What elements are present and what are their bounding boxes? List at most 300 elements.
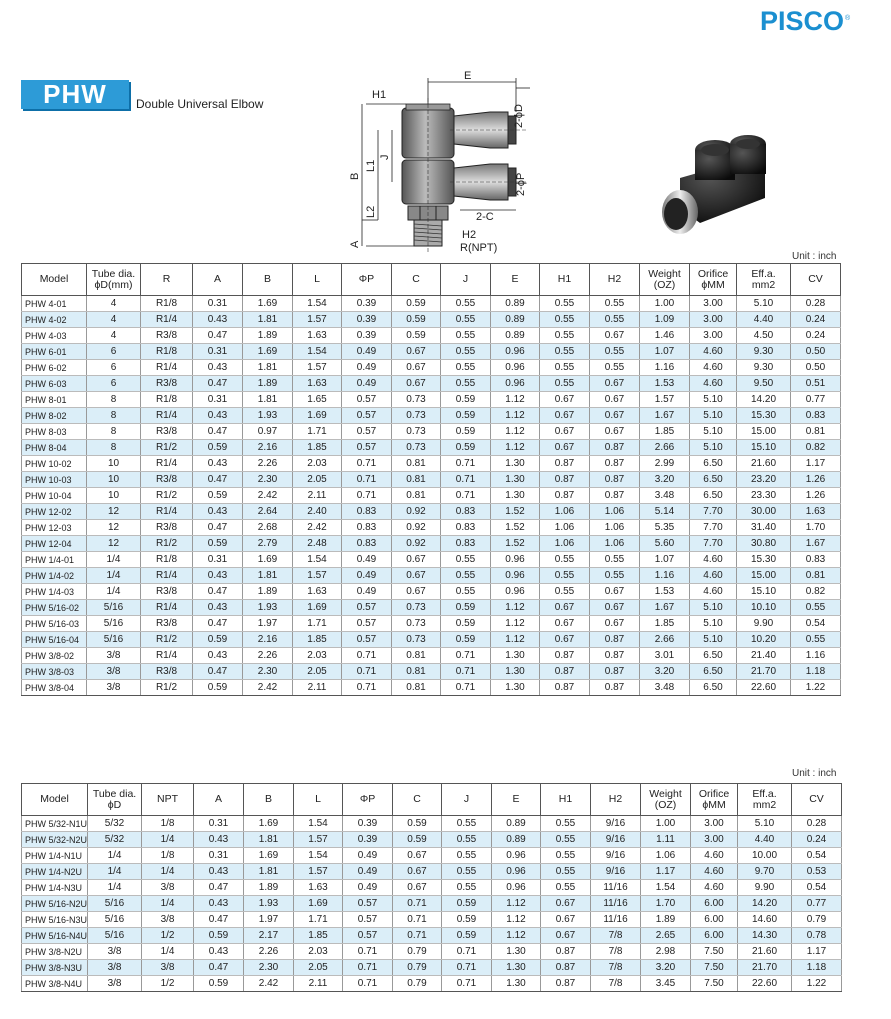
product-photo	[640, 128, 780, 248]
model-cell: PHW 5/16-02	[22, 600, 87, 616]
value-cell: 4.60	[690, 584, 737, 600]
value-cell: 1.16	[640, 360, 690, 376]
column-header: Model	[22, 264, 87, 296]
value-cell: R3/8	[141, 424, 193, 440]
value-cell: 0.71	[342, 680, 392, 696]
value-cell: 0.55	[441, 552, 491, 568]
value-cell: 1.97	[243, 616, 293, 632]
value-cell: 0.71	[441, 472, 491, 488]
value-cell: 2.48	[293, 536, 342, 552]
table-row	[22, 896, 842, 912]
value-cell: R1/2	[141, 488, 193, 504]
table-row	[22, 632, 841, 648]
value-cell: 1.57	[293, 312, 342, 328]
value-cell: 1.67	[640, 408, 690, 424]
value-cell: 0.67	[540, 392, 590, 408]
value-cell: 1.85	[640, 616, 690, 632]
value-cell: 0.59	[441, 440, 491, 456]
table-row	[22, 680, 841, 696]
value-cell: 0.28	[791, 296, 841, 312]
table2-header-row	[22, 784, 842, 816]
value-cell: 0.47	[193, 520, 243, 536]
value-cell: 1.81	[243, 392, 293, 408]
value-cell: 0.47	[194, 912, 244, 928]
value-cell: 0.55	[442, 864, 492, 880]
value-cell: 0.67	[540, 616, 590, 632]
value-cell: 10.00	[738, 848, 792, 864]
value-cell: 1.09	[640, 312, 690, 328]
table-row	[22, 488, 841, 504]
value-cell: 0.67	[392, 360, 441, 376]
value-cell: R1/8	[141, 552, 193, 568]
value-cell: 1/2	[142, 928, 194, 944]
value-cell: 1.93	[243, 408, 293, 424]
value-cell: 14.30	[738, 928, 792, 944]
value-cell: 0.87	[590, 648, 640, 664]
dim-label-l1: L1	[365, 159, 377, 172]
value-cell: 0.82	[791, 584, 841, 600]
table-row	[22, 520, 841, 536]
value-cell: 2.42	[243, 488, 293, 504]
value-cell: 0.71	[442, 976, 492, 992]
value-cell: 0.57	[342, 440, 392, 456]
value-cell: 0.87	[540, 488, 590, 504]
model-cell: PHW 1/4-N3U	[22, 880, 88, 896]
value-cell: 21.60	[737, 456, 791, 472]
value-cell: 3.48	[640, 488, 690, 504]
value-cell: 5/16	[87, 616, 141, 632]
value-cell: 7/8	[591, 928, 641, 944]
value-cell: 3.01	[640, 648, 690, 664]
value-cell: 3.00	[691, 816, 738, 832]
value-cell: 0.47	[194, 880, 244, 896]
value-cell: 1.17	[641, 864, 691, 880]
model-cell: PHW 1/4-N2U	[22, 864, 88, 880]
value-cell: 0.55	[540, 312, 590, 328]
value-cell: 1.12	[491, 440, 540, 456]
value-cell: 0.57	[343, 928, 393, 944]
table-row	[22, 408, 841, 424]
value-cell: 1.89	[243, 328, 293, 344]
value-cell: 5.60	[640, 536, 690, 552]
value-cell: 0.67	[540, 440, 590, 456]
value-cell: 0.67	[590, 600, 640, 616]
value-cell: 5/16	[88, 896, 142, 912]
value-cell: 9/16	[591, 832, 641, 848]
table-row	[22, 392, 841, 408]
value-cell: 0.81	[392, 472, 441, 488]
value-cell: 2.65	[641, 928, 691, 944]
value-cell: 1.54	[293, 344, 342, 360]
value-cell: 0.87	[590, 440, 640, 456]
value-cell: 0.59	[193, 680, 243, 696]
value-cell: 6	[87, 376, 141, 392]
value-cell: 1.06	[540, 520, 590, 536]
value-cell: 0.67	[392, 344, 441, 360]
value-cell: 6	[87, 360, 141, 376]
value-cell: 0.81	[392, 456, 441, 472]
value-cell: 7.70	[690, 536, 737, 552]
value-cell: 4.40	[738, 832, 792, 848]
value-cell: 1.71	[293, 424, 342, 440]
value-cell: 1.81	[243, 568, 293, 584]
value-cell: 12	[87, 536, 141, 552]
value-cell: 7.70	[690, 504, 737, 520]
table-row	[22, 440, 841, 456]
value-cell: 2.03	[293, 648, 342, 664]
model-cell: PHW 10-04	[22, 488, 87, 504]
value-cell: 0.81	[791, 568, 841, 584]
value-cell: 0.39	[343, 832, 393, 848]
value-cell: 30.80	[737, 536, 791, 552]
value-cell: 0.96	[491, 584, 540, 600]
column-header: J	[441, 264, 491, 296]
value-cell: 0.89	[491, 312, 540, 328]
value-cell: 8	[87, 392, 141, 408]
value-cell: 1/4	[142, 832, 194, 848]
value-cell: 21.70	[738, 960, 792, 976]
product-subtitle: Double Universal Elbow	[136, 97, 264, 111]
value-cell: 1.69	[244, 848, 294, 864]
model-cell: PHW 3/8-N4U	[22, 976, 88, 992]
value-cell: 1.69	[294, 896, 343, 912]
value-cell: 1.81	[244, 832, 294, 848]
value-cell: 0.87	[541, 944, 591, 960]
value-cell: 0.96	[492, 864, 541, 880]
value-cell: R1/4	[141, 568, 193, 584]
unit-label-table2: Unit : inch	[792, 768, 837, 779]
value-cell: 1.52	[491, 520, 540, 536]
value-cell: 14.20	[738, 896, 792, 912]
value-cell: 1.71	[294, 912, 343, 928]
value-cell: 0.87	[590, 472, 640, 488]
value-cell: 1.30	[491, 680, 540, 696]
value-cell: 2.16	[243, 632, 293, 648]
value-cell: 1/2	[142, 976, 194, 992]
value-cell: 0.71	[441, 488, 491, 504]
value-cell: 0.92	[392, 504, 441, 520]
value-cell: 0.31	[193, 344, 243, 360]
value-cell: 0.71	[343, 944, 393, 960]
value-cell: 0.43	[194, 832, 244, 848]
column-header: J	[442, 784, 492, 816]
value-cell: 0.55	[441, 296, 491, 312]
value-cell: 1.89	[243, 584, 293, 600]
table-row	[22, 648, 841, 664]
value-cell: 3/8	[142, 880, 194, 896]
value-cell: 0.87	[590, 680, 640, 696]
value-cell: 9/16	[591, 864, 641, 880]
value-cell: 21.40	[737, 648, 791, 664]
value-cell: 0.67	[540, 632, 590, 648]
spec-table-npt-thread	[21, 783, 842, 992]
value-cell: 1.71	[293, 616, 342, 632]
value-cell: 0.43	[194, 944, 244, 960]
value-cell: 0.55	[541, 832, 591, 848]
value-cell: 0.57	[343, 912, 393, 928]
value-cell: 12	[87, 504, 141, 520]
column-header: L	[293, 264, 342, 296]
column-header: Tube dia. ϕD	[88, 784, 142, 816]
value-cell: 0.81	[392, 680, 441, 696]
value-cell: 0.47	[193, 472, 243, 488]
column-header: C	[393, 784, 442, 816]
value-cell: 1.89	[244, 880, 294, 896]
value-cell: 1.63	[293, 584, 342, 600]
value-cell: 2.66	[640, 632, 690, 648]
value-cell: 0.55	[540, 296, 590, 312]
value-cell: 1.93	[243, 600, 293, 616]
value-cell: 1.85	[294, 928, 343, 944]
value-cell: 0.24	[791, 312, 841, 328]
value-cell: 1.54	[641, 880, 691, 896]
value-cell: 0.49	[343, 864, 393, 880]
value-cell: 0.71	[343, 976, 393, 992]
value-cell: 1.12	[491, 408, 540, 424]
value-cell: 0.81	[392, 648, 441, 664]
value-cell: 1.54	[294, 816, 343, 832]
value-cell: 0.83	[342, 520, 392, 536]
value-cell: 0.57	[342, 392, 392, 408]
value-cell: 1.89	[641, 912, 691, 928]
value-cell: 1.81	[244, 864, 294, 880]
value-cell: 5/16	[87, 632, 141, 648]
value-cell: 5.10	[690, 408, 737, 424]
column-header: B	[243, 264, 293, 296]
value-cell: 1.07	[640, 552, 690, 568]
value-cell: 15.10	[737, 584, 791, 600]
value-cell: 0.49	[342, 584, 392, 600]
value-cell: 0.71	[342, 456, 392, 472]
value-cell: 1.70	[791, 520, 841, 536]
value-cell: 0.92	[392, 520, 441, 536]
value-cell: 0.55	[590, 568, 640, 584]
value-cell: 0.59	[392, 312, 441, 328]
column-header: Eff.a. mm2	[737, 264, 791, 296]
value-cell: 4	[87, 312, 141, 328]
value-cell: 0.73	[392, 392, 441, 408]
value-cell: 3.00	[690, 328, 737, 344]
value-cell: 3/8	[142, 912, 194, 928]
value-cell: 10	[87, 472, 141, 488]
value-cell: 0.89	[492, 832, 541, 848]
value-cell: 0.67	[540, 600, 590, 616]
value-cell: 3.20	[641, 960, 691, 976]
value-cell: 7/8	[591, 960, 641, 976]
value-cell: 0.55	[590, 552, 640, 568]
value-cell: 1.57	[293, 360, 342, 376]
value-cell: 0.59	[441, 600, 491, 616]
value-cell: 2.11	[293, 488, 342, 504]
value-cell: 6.00	[691, 896, 738, 912]
value-cell: 1.46	[640, 328, 690, 344]
value-cell: 0.43	[194, 896, 244, 912]
table-row	[22, 424, 841, 440]
value-cell: 0.24	[791, 328, 841, 344]
value-cell: 1.30	[491, 648, 540, 664]
value-cell: 0.83	[791, 552, 841, 568]
value-cell: 0.47	[194, 960, 244, 976]
value-cell: 5.10	[690, 616, 737, 632]
value-cell: R3/8	[141, 472, 193, 488]
value-cell: 4.40	[737, 312, 791, 328]
value-cell: 0.71	[342, 648, 392, 664]
value-cell: R1/4	[141, 504, 193, 520]
value-cell: 0.31	[194, 816, 244, 832]
column-header: Tube dia. ϕD(mm)	[87, 264, 141, 296]
value-cell: 9.30	[737, 360, 791, 376]
column-header: ΦP	[342, 264, 392, 296]
model-cell: PHW 1/4-03	[22, 584, 87, 600]
value-cell: 0.59	[441, 392, 491, 408]
value-cell: 4.60	[690, 568, 737, 584]
value-cell: R3/8	[141, 520, 193, 536]
value-cell: 5.10	[738, 816, 792, 832]
column-header: H2	[591, 784, 641, 816]
value-cell: R1/2	[141, 440, 193, 456]
value-cell: 0.67	[540, 424, 590, 440]
value-cell: 2.66	[640, 440, 690, 456]
table-row	[22, 848, 842, 864]
value-cell: 7.70	[690, 520, 737, 536]
value-cell: 1.57	[294, 832, 343, 848]
value-cell: 0.43	[193, 408, 243, 424]
table-row	[22, 472, 841, 488]
value-cell: 0.59	[441, 408, 491, 424]
value-cell: 0.87	[540, 456, 590, 472]
value-cell: 0.55	[540, 376, 590, 392]
value-cell: R3/8	[141, 616, 193, 632]
registered-mark: ®	[845, 15, 851, 22]
spec-table-r-thread	[21, 263, 841, 696]
column-header: A	[194, 784, 244, 816]
value-cell: 0.47	[193, 328, 243, 344]
dim-label-a: A	[349, 240, 361, 248]
value-cell: 0.55	[541, 848, 591, 864]
value-cell: 1.26	[791, 472, 841, 488]
value-cell: 11/16	[591, 896, 641, 912]
value-cell: 23.30	[737, 488, 791, 504]
value-cell: 0.79	[393, 976, 442, 992]
value-cell: 0.67	[590, 328, 640, 344]
model-cell: PHW 10-02	[22, 456, 87, 472]
value-cell: 1.57	[294, 864, 343, 880]
value-cell: 6.50	[690, 664, 737, 680]
value-cell: 1.63	[294, 880, 343, 896]
value-cell: 1/4	[142, 896, 194, 912]
unit-label-table1: Unit : inch	[792, 251, 837, 262]
table-row	[22, 552, 841, 568]
value-cell: 1/4	[87, 552, 141, 568]
value-cell: 0.67	[590, 424, 640, 440]
model-cell: PHW 6-03	[22, 376, 87, 392]
value-cell: 0.55	[441, 568, 491, 584]
value-cell: 10	[87, 488, 141, 504]
value-cell: 0.49	[342, 376, 392, 392]
value-cell: 10.10	[737, 600, 791, 616]
value-cell: 0.43	[193, 360, 243, 376]
dim-label-r: R(NPT)	[460, 242, 498, 254]
value-cell: 5.10	[690, 392, 737, 408]
value-cell: 0.53	[792, 864, 842, 880]
value-cell: 6.00	[691, 928, 738, 944]
value-cell: 0.43	[193, 568, 243, 584]
value-cell: 1.12	[492, 896, 541, 912]
value-cell: 0.87	[590, 488, 640, 504]
value-cell: 0.87	[540, 664, 590, 680]
value-cell: 5.10	[690, 600, 737, 616]
value-cell: 7.50	[691, 944, 738, 960]
value-cell: 0.55	[441, 312, 491, 328]
value-cell: 0.57	[342, 424, 392, 440]
value-cell: 3.20	[640, 664, 690, 680]
value-cell: 1.30	[492, 944, 541, 960]
value-cell: 0.73	[392, 408, 441, 424]
value-cell: 11/16	[591, 912, 641, 928]
value-cell: 1.16	[791, 648, 841, 664]
value-cell: R3/8	[141, 328, 193, 344]
table-row	[22, 880, 842, 896]
value-cell: 0.71	[442, 944, 492, 960]
value-cell: 8	[87, 440, 141, 456]
value-cell: 9.50	[737, 376, 791, 392]
value-cell: 9/16	[591, 816, 641, 832]
value-cell: 0.71	[342, 472, 392, 488]
value-cell: 1.85	[640, 424, 690, 440]
value-cell: 3/8	[88, 976, 142, 992]
value-cell: 0.77	[792, 896, 842, 912]
value-cell: 1.93	[244, 896, 294, 912]
table-row	[22, 664, 841, 680]
value-cell: 21.60	[738, 944, 792, 960]
value-cell: 1.81	[243, 312, 293, 328]
value-cell: 0.54	[792, 880, 842, 896]
value-cell: 1.54	[293, 552, 342, 568]
value-cell: 5.10	[737, 296, 791, 312]
value-cell: 0.55	[540, 360, 590, 376]
table-row	[22, 584, 841, 600]
table1-header-row	[22, 264, 841, 296]
value-cell: 0.71	[441, 680, 491, 696]
value-cell: 0.71	[441, 456, 491, 472]
value-cell: 1.63	[293, 328, 342, 344]
value-cell: 0.49	[342, 552, 392, 568]
value-cell: 0.73	[392, 632, 441, 648]
value-cell: 1.17	[791, 456, 841, 472]
value-cell: 0.59	[441, 616, 491, 632]
value-cell: 5.10	[690, 632, 737, 648]
column-header: ΦP	[343, 784, 393, 816]
value-cell: 2.99	[640, 456, 690, 472]
value-cell: R1/2	[141, 632, 193, 648]
value-cell: R1/8	[141, 392, 193, 408]
table-row	[22, 536, 841, 552]
value-cell: 0.49	[342, 344, 392, 360]
value-cell: 0.96	[492, 880, 541, 896]
value-cell: 1.69	[243, 296, 293, 312]
value-cell: 0.54	[792, 848, 842, 864]
value-cell: 7/8	[591, 976, 641, 992]
value-cell: 1.57	[640, 392, 690, 408]
value-cell: 0.59	[193, 488, 243, 504]
value-cell: 0.43	[193, 648, 243, 664]
value-cell: 4.60	[691, 864, 738, 880]
table-row	[22, 944, 842, 960]
model-cell: PHW 1/4-01	[22, 552, 87, 568]
model-cell: PHW 5/16-N3U	[22, 912, 88, 928]
value-cell: 3.48	[640, 680, 690, 696]
value-cell: 0.73	[392, 600, 441, 616]
